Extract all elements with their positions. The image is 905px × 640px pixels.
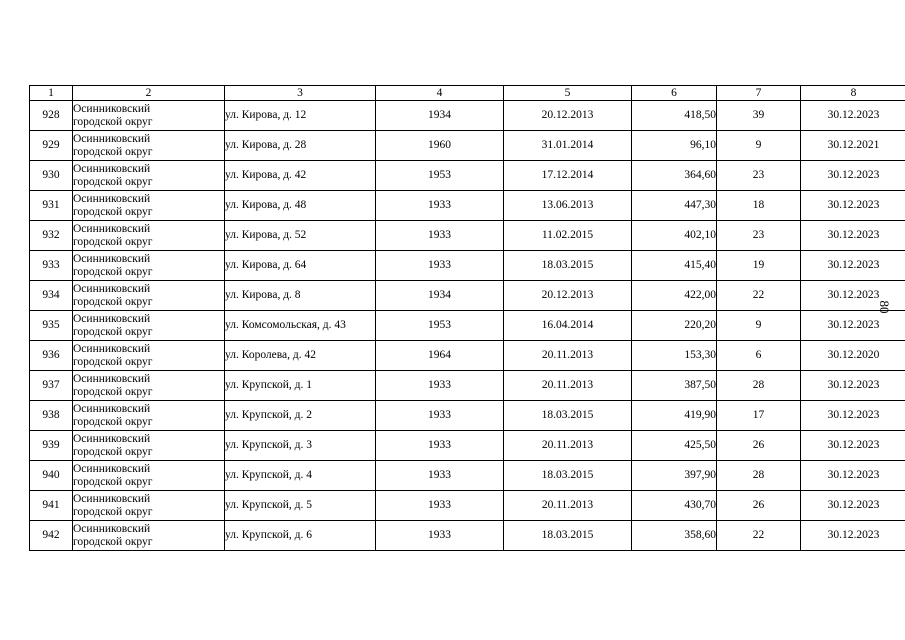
cell-municipality bbox=[73, 521, 225, 551]
cell-municipality bbox=[73, 341, 225, 371]
table-row bbox=[30, 491, 905, 521]
municipality-line-2: городской округ bbox=[73, 235, 153, 248]
municipality-line-2: городской округ bbox=[73, 475, 153, 488]
table-row bbox=[30, 371, 905, 401]
col-header-4: 4 bbox=[376, 86, 504, 101]
cell-year: 1964 bbox=[376, 341, 504, 371]
cell-municipality bbox=[73, 251, 225, 281]
municipality-line-2: городской округ bbox=[73, 115, 153, 128]
cell-number: 937 bbox=[30, 371, 73, 401]
cell-deadline: 30.12.2023 bbox=[801, 221, 905, 251]
cell-address: ул. Крупской, д. 6 bbox=[225, 521, 376, 551]
municipality-line-1: Осинниковский bbox=[73, 192, 151, 205]
cell-municipality bbox=[73, 131, 225, 161]
cell-number: 928 bbox=[30, 101, 73, 131]
cell-deadline: 30.12.2023 bbox=[801, 311, 905, 341]
col-header-5: 5 bbox=[504, 86, 632, 101]
cell-deadline: 30.12.2023 bbox=[801, 521, 905, 551]
cell-date: 31.01.2014 bbox=[504, 131, 632, 161]
cell-year: 1934 bbox=[376, 101, 504, 131]
cell-number: 939 bbox=[30, 431, 73, 461]
municipality-line-1: Осинниковский bbox=[73, 222, 151, 235]
municipality-line-2: городской округ bbox=[73, 445, 153, 458]
cell-date: 20.11.2013 bbox=[504, 431, 632, 461]
cell-address: ул. Крупской, д. 1 bbox=[225, 371, 376, 401]
cell-year: 1933 bbox=[376, 191, 504, 221]
table-row bbox=[30, 101, 905, 131]
cell-date: 20.11.2013 bbox=[504, 341, 632, 371]
municipality-line-1: Осинниковский bbox=[73, 372, 151, 385]
cell-count: 28 bbox=[717, 371, 801, 401]
cell-count: 6 bbox=[717, 341, 801, 371]
cell-address: ул. Крупской, д. 3 bbox=[225, 431, 376, 461]
cell-date: 18.03.2015 bbox=[504, 251, 632, 281]
cell-area: 415,40 bbox=[632, 251, 717, 281]
cell-year: 1960 bbox=[376, 131, 504, 161]
cell-count: 19 bbox=[717, 251, 801, 281]
cell-date: 18.03.2015 bbox=[504, 521, 632, 551]
cell-year: 1933 bbox=[376, 431, 504, 461]
cell-municipality bbox=[73, 431, 225, 461]
cell-number: 936 bbox=[30, 341, 73, 371]
municipality-line-2: городской округ bbox=[73, 535, 153, 548]
cell-deadline: 30.12.2023 bbox=[801, 281, 905, 311]
cell-number: 930 bbox=[30, 161, 73, 191]
municipality-line-2: городской округ bbox=[73, 175, 153, 188]
municipality-line-2: городской округ bbox=[73, 265, 153, 278]
cell-count: 22 bbox=[717, 281, 801, 311]
cell-deadline: 30.12.2023 bbox=[801, 101, 905, 131]
cell-deadline: 30.12.2023 bbox=[801, 431, 905, 461]
cell-date: 20.12.2013 bbox=[504, 101, 632, 131]
cell-number: 932 bbox=[30, 221, 73, 251]
col-header-7: 7 bbox=[717, 86, 801, 101]
table-row bbox=[30, 251, 905, 281]
cell-count: 9 bbox=[717, 311, 801, 341]
municipality-line-1: Осинниковский bbox=[73, 282, 151, 295]
cell-address: ул. Крупской, д. 5 bbox=[225, 491, 376, 521]
cell-municipality bbox=[73, 191, 225, 221]
cell-address: ул. Крупской, д. 4 bbox=[225, 461, 376, 491]
table-row bbox=[30, 341, 905, 371]
cell-area: 358,60 bbox=[632, 521, 717, 551]
cell-deadline: 30.12.2023 bbox=[801, 191, 905, 221]
cell-deadline: 30.12.2020 bbox=[801, 341, 905, 371]
municipality-line-1: Осинниковский bbox=[73, 252, 151, 265]
municipality-line-2: городской округ bbox=[73, 355, 153, 368]
cell-year: 1933 bbox=[376, 221, 504, 251]
cell-number: 940 bbox=[30, 461, 73, 491]
municipality-line-2: городской округ bbox=[73, 145, 153, 158]
cell-year: 1933 bbox=[376, 401, 504, 431]
cell-date: 17.12.2014 bbox=[504, 161, 632, 191]
cell-municipality bbox=[73, 491, 225, 521]
cell-municipality bbox=[73, 371, 225, 401]
cell-number: 933 bbox=[30, 251, 73, 281]
municipality-line-1: Осинниковский bbox=[73, 102, 151, 115]
cell-count: 28 bbox=[717, 461, 801, 491]
cell-number: 935 bbox=[30, 311, 73, 341]
cell-address: ул. Крупской, д. 2 bbox=[225, 401, 376, 431]
municipality-line-2: городской округ bbox=[73, 505, 153, 518]
cell-deadline: 30.12.2023 bbox=[801, 491, 905, 521]
cell-number: 938 bbox=[30, 401, 73, 431]
municipality-line-2: городской округ bbox=[73, 385, 153, 398]
cell-area: 220,20 bbox=[632, 311, 717, 341]
table-row bbox=[30, 521, 905, 551]
cell-date: 11.02.2015 bbox=[504, 221, 632, 251]
municipality-line-1: Осинниковский bbox=[73, 522, 151, 535]
municipality-line-1: Осинниковский bbox=[73, 432, 151, 445]
cell-address: ул. Королева, д. 42 bbox=[225, 341, 376, 371]
col-header-3: 3 bbox=[225, 86, 376, 101]
cell-deadline: 30.12.2021 bbox=[801, 131, 905, 161]
table-row bbox=[30, 191, 905, 221]
cell-date: 20.11.2013 bbox=[504, 491, 632, 521]
header-row bbox=[30, 86, 905, 101]
cell-area: 419,90 bbox=[632, 401, 717, 431]
col-header-2: 2 bbox=[73, 86, 225, 101]
cell-area: 387,50 bbox=[632, 371, 717, 401]
municipality-line-2: городской округ bbox=[73, 205, 153, 218]
cell-area: 422,00 bbox=[632, 281, 717, 311]
cell-municipality bbox=[73, 401, 225, 431]
cell-address: ул. Кирова, д. 8 bbox=[225, 281, 376, 311]
cell-area: 153,30 bbox=[632, 341, 717, 371]
cell-area: 397,90 bbox=[632, 461, 717, 491]
cell-address: ул. Кирова, д. 42 bbox=[225, 161, 376, 191]
cell-date: 18.03.2015 bbox=[504, 401, 632, 431]
cell-number: 931 bbox=[30, 191, 73, 221]
cell-count: 26 bbox=[717, 491, 801, 521]
municipality-line-1: Осинниковский bbox=[73, 492, 151, 505]
cell-count: 23 bbox=[717, 221, 801, 251]
cell-deadline: 30.12.2023 bbox=[801, 461, 905, 491]
municipality-line-1: Осинниковский bbox=[73, 402, 151, 415]
cell-count: 22 bbox=[717, 521, 801, 551]
cell-deadline: 30.12.2023 bbox=[801, 251, 905, 281]
cell-municipality bbox=[73, 461, 225, 491]
municipality-line-1: Осинниковский bbox=[73, 462, 151, 475]
cell-address: ул. Кирова, д. 52 bbox=[225, 221, 376, 251]
cell-address: ул. Кирова, д. 64 bbox=[225, 251, 376, 281]
cell-date: 13.06.2013 bbox=[504, 191, 632, 221]
table-row bbox=[30, 131, 905, 161]
cell-municipality bbox=[73, 311, 225, 341]
cell-area: 96,10 bbox=[632, 131, 717, 161]
cell-count: 39 bbox=[717, 101, 801, 131]
col-header-6: 6 bbox=[632, 86, 717, 101]
cell-year: 1933 bbox=[376, 461, 504, 491]
municipality-line-1: Осинниковский bbox=[73, 162, 151, 175]
cell-municipality bbox=[73, 221, 225, 251]
page-number: 80 bbox=[877, 300, 892, 314]
cell-year: 1933 bbox=[376, 491, 504, 521]
cell-date: 20.11.2013 bbox=[504, 371, 632, 401]
cell-area: 425,50 bbox=[632, 431, 717, 461]
municipality-line-2: городской округ bbox=[73, 295, 153, 308]
cell-year: 1953 bbox=[376, 161, 504, 191]
municipality-line-1: Осинниковский bbox=[73, 132, 151, 145]
col-header-1: 1 bbox=[30, 86, 73, 101]
cell-count: 23 bbox=[717, 161, 801, 191]
cell-number: 929 bbox=[30, 131, 73, 161]
cell-count: 17 bbox=[717, 401, 801, 431]
municipality-line-1: Осинниковский bbox=[73, 342, 151, 355]
cell-count: 18 bbox=[717, 191, 801, 221]
table-row bbox=[30, 161, 905, 191]
table-row bbox=[30, 311, 905, 341]
cell-date: 20.12.2013 bbox=[504, 281, 632, 311]
cell-year: 1933 bbox=[376, 371, 504, 401]
cell-area: 364,60 bbox=[632, 161, 717, 191]
municipality-line-1: Осинниковский bbox=[73, 312, 151, 325]
cell-area: 430,70 bbox=[632, 491, 717, 521]
cell-area: 402,10 bbox=[632, 221, 717, 251]
cell-number: 941 bbox=[30, 491, 73, 521]
cell-year: 1934 bbox=[376, 281, 504, 311]
cell-address: ул. Кирова, д. 48 bbox=[225, 191, 376, 221]
cell-count: 9 bbox=[717, 131, 801, 161]
cell-number: 942 bbox=[30, 521, 73, 551]
cell-municipality bbox=[73, 161, 225, 191]
municipality-line-2: городской округ bbox=[73, 415, 153, 428]
cell-year: 1933 bbox=[376, 251, 504, 281]
cell-date: 18.03.2015 bbox=[504, 461, 632, 491]
housing-table bbox=[29, 85, 905, 551]
table-row bbox=[30, 461, 905, 491]
cell-municipality bbox=[73, 101, 225, 131]
cell-deadline: 30.12.2023 bbox=[801, 401, 905, 431]
cell-municipality bbox=[73, 281, 225, 311]
cell-address: ул. Кирова, д. 12 bbox=[225, 101, 376, 131]
table-body bbox=[30, 86, 905, 551]
cell-year: 1933 bbox=[376, 521, 504, 551]
cell-deadline: 30.12.2023 bbox=[801, 161, 905, 191]
table-row bbox=[30, 221, 905, 251]
cell-area: 418,50 bbox=[632, 101, 717, 131]
cell-deadline: 30.12.2023 bbox=[801, 371, 905, 401]
table-row bbox=[30, 281, 905, 311]
cell-address: ул. Комсомольская, д. 43 bbox=[225, 311, 376, 341]
cell-year: 1953 bbox=[376, 311, 504, 341]
cell-address: ул. Кирова, д. 28 bbox=[225, 131, 376, 161]
municipality-line-2: городской округ bbox=[73, 325, 153, 338]
cell-area: 447,30 bbox=[632, 191, 717, 221]
cell-count: 26 bbox=[717, 431, 801, 461]
table-row bbox=[30, 401, 905, 431]
col-header-8: 8 bbox=[801, 86, 905, 101]
table-row bbox=[30, 431, 905, 461]
cell-date: 16.04.2014 bbox=[504, 311, 632, 341]
cell-number: 934 bbox=[30, 281, 73, 311]
